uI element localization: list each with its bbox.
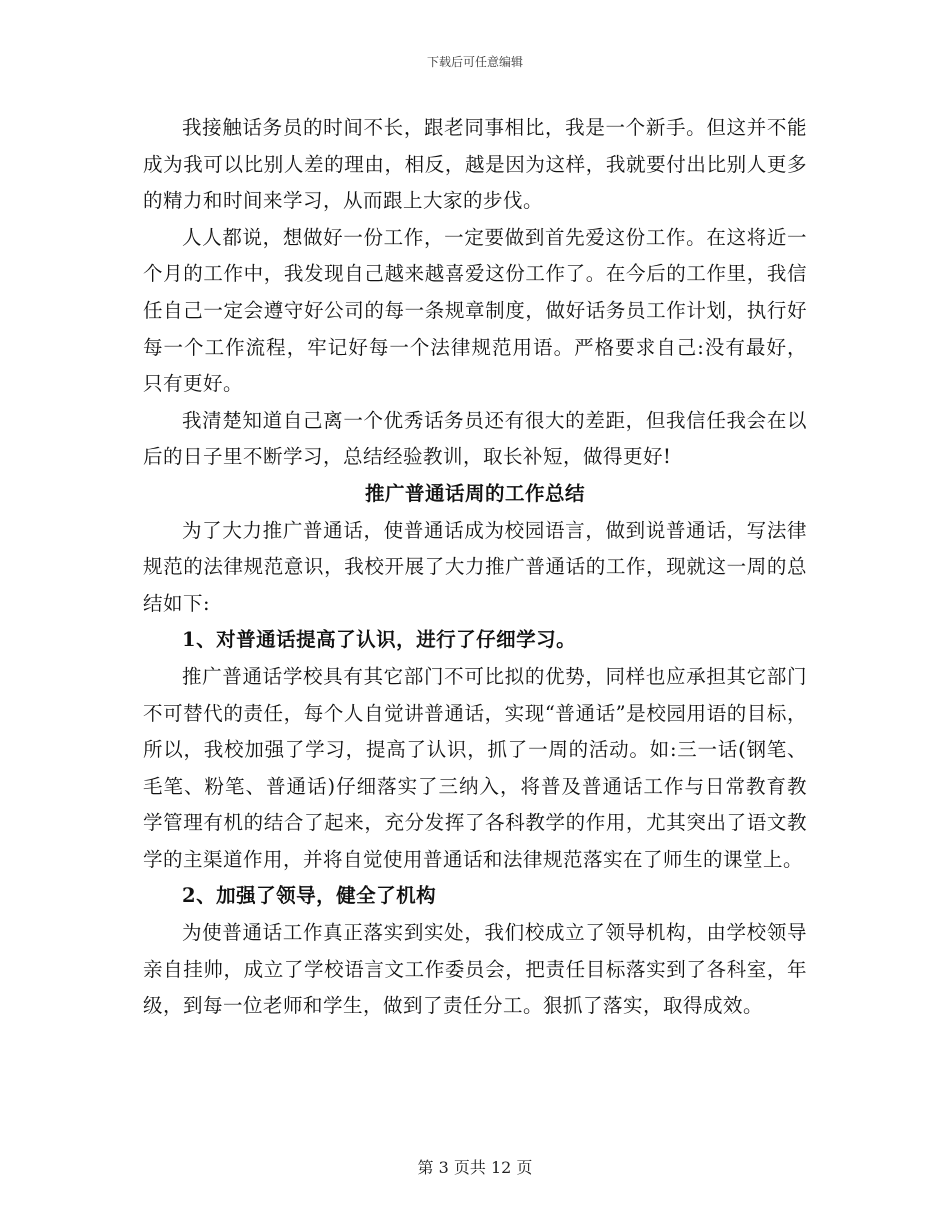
paragraph-2: 人人都说，想做好一份工作，一定要做到首先爱这份工作。在这将近一个月的工作中，我发现自己越来越喜爱这份工作了。在今后的工作里，我信任自己一定会遵守好公司的每一条规章制度，做好话务员工作计划，执行好每一个工作流程，牢记好每一个法律规范用语。严格要求自己:没有最好，只有更好。 [143,225,807,396]
paragraph-6: 为使普通话工作真正落实到实处，我们校成立了领导机构，由学校领导亲自挂帅，成立了学校语言文工作委员会，把责任目标落实到了各科室，年级，到每一位老师和学生，做到了责任分工。狠抓了落实，取得成效。 [143,921,807,1018]
subheading-2: 2、加强了领导，健全了机构 [182,884,437,908]
subheading-1: 1、对普通话提高了认识，进行了仔细学习。 [182,628,577,652]
paragraph-4: 为了大力推广普通话，使普通话成为校园语言，做到说普通话，写法律规范的法律规范意识，我校开展了大力推广普通话的工作，现就这一周的总结如下: [143,518,807,615]
paragraph-1: 我接触话务员的时间不长，跟老同事相比，我是一个新手。但这并不能成为我可以比别人差的理由，相反，越是因为这样，我就要付出比别人更多的精力和时间来学习，从而跟上大家的步伐。 [143,116,807,213]
paragraph-5: 推广普通话学校具有其它部门不可比拟的优势，同样也应承担其它部门不可替代的责任，每个人自觉讲普通话，实现“普通话”是校园用语的目标，所以，我校加强了学习，提高了认识，抓了一周的活动。如:三一话(钢笔、毛笔、粉笔、普通话)仔细落实了三纳入，将普及普通话工作与日常教育教学管理有机的结合了起来，充分发挥了各科教学的作用，尤其突出了语文教学的主渠道作用，并将自觉使用普通话和法律规范落实在了师生的课堂上。 [143,664,807,871]
document-body [143,110,807,1025]
page-number: 第 3 页共 12 页 [417,1158,533,1177]
paragraph-3: 我清楚知道自己离一个优秀话务员还有很大的差距，但我信任我会在以后的日子里不断学习，总结经验教训，取长补短，做得更好! [143,408,807,469]
header-note: 下载后可任意编辑 [426,55,523,69]
section-title: 推广普通话周的工作总结 [364,481,585,505]
